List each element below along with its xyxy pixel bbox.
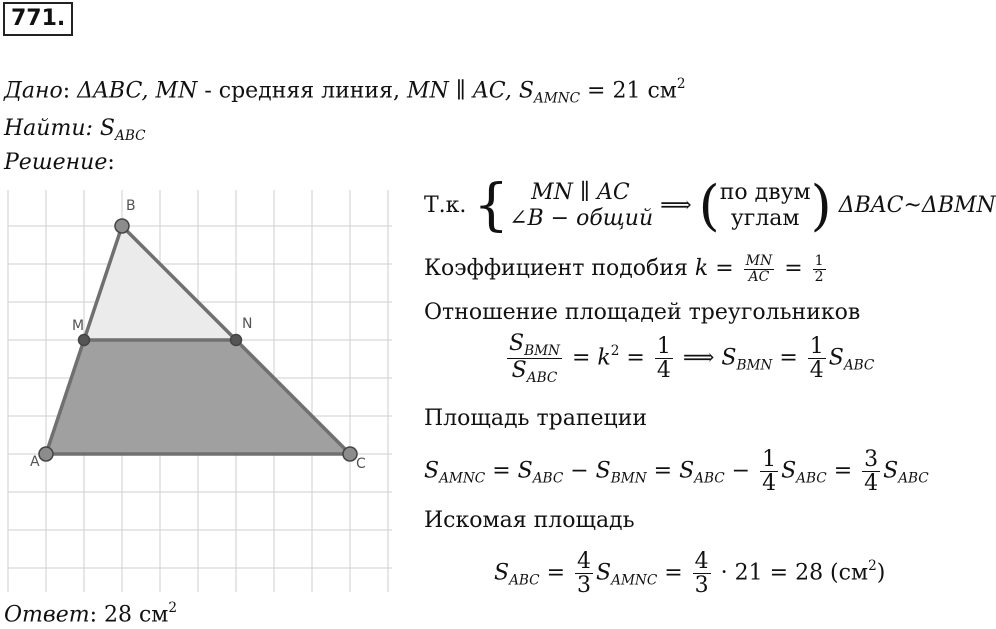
trap-fraction-2 bbox=[862, 448, 880, 495]
left-paren: ( bbox=[698, 174, 720, 237]
point-n bbox=[231, 335, 242, 346]
point-b bbox=[115, 219, 129, 233]
answer-value: : 28 см bbox=[89, 602, 169, 628]
quarter-den: 4 bbox=[656, 358, 671, 384]
solution-label: Решение: bbox=[4, 150, 115, 175]
res-eq2: = bbox=[657, 560, 690, 586]
ratio-num-sub: BMN bbox=[524, 342, 560, 359]
ratio-s-abc-sub: ABC bbox=[843, 357, 875, 374]
trap-minus1: − bbox=[563, 458, 596, 484]
conditions-stack bbox=[509, 180, 653, 233]
res-f1-den: 3 bbox=[577, 573, 592, 599]
find-sub: ABC bbox=[115, 127, 146, 144]
trap-s6: S bbox=[883, 458, 899, 484]
problem-number: 771. bbox=[3, 2, 73, 36]
trap-s3-sub: BMN bbox=[610, 470, 647, 487]
cond-parallel: MN ∥ AC bbox=[531, 179, 630, 205]
res-s2: S bbox=[596, 560, 612, 586]
half-den: 2 bbox=[814, 268, 824, 285]
res-s2-sub: AMNC bbox=[611, 572, 658, 589]
trap-s1-sub: AMNC bbox=[439, 470, 486, 487]
find-label: Найти: bbox=[4, 116, 93, 141]
fraction-mn-ac bbox=[744, 254, 775, 284]
point-m bbox=[79, 335, 90, 346]
res-tail-sup: 2 bbox=[868, 558, 877, 575]
res-eq1: = bbox=[539, 560, 573, 586]
given-area-sup: 2 bbox=[676, 76, 686, 92]
coef-eq: = bbox=[715, 256, 734, 282]
fraction-sbmn-sabc bbox=[507, 332, 562, 385]
trap-s5-sub: ABC bbox=[796, 470, 827, 487]
res-tail: · 21 = 28 (см bbox=[713, 560, 869, 586]
coef-eq2: = bbox=[784, 256, 803, 282]
trap-f1-num: 1 bbox=[762, 447, 777, 472]
triangle-figure bbox=[0, 182, 400, 602]
fraction-quarter bbox=[655, 335, 673, 382]
given-area-value: = 21 см bbox=[580, 78, 677, 104]
trap-f2-num: 3 bbox=[864, 447, 879, 472]
ratio-eq: = bbox=[619, 345, 652, 371]
ratio-eq-k: = k bbox=[564, 345, 611, 371]
reason-stack bbox=[720, 180, 811, 233]
ratio-s-bmn: S bbox=[721, 345, 737, 371]
step-similarity bbox=[424, 173, 996, 238]
find-line bbox=[4, 116, 146, 144]
point-a bbox=[39, 447, 53, 461]
res-f2-num: 4 bbox=[694, 549, 709, 574]
ratio-arrow: ⟹ bbox=[675, 345, 722, 371]
implies-arrow: ⟹ bbox=[660, 193, 692, 218]
trap-f1-den: 4 bbox=[762, 471, 777, 497]
res-fraction-2 bbox=[693, 550, 711, 597]
ratio-s-abc: S bbox=[828, 345, 844, 371]
ratio-s-bmn-sub: BMN bbox=[736, 357, 773, 374]
trap-eq1: = bbox=[485, 458, 518, 484]
trap-s4: S bbox=[679, 458, 695, 484]
given-triangle: ΔABC, MN bbox=[77, 78, 198, 104]
coef-k: k bbox=[694, 256, 709, 282]
trap-fraction-1 bbox=[760, 448, 778, 495]
trap-s3: S bbox=[595, 458, 611, 484]
trap-minus2: − bbox=[724, 458, 758, 484]
trap-s5: S bbox=[781, 458, 797, 484]
trap-s2: S bbox=[517, 458, 533, 484]
left-brace: { bbox=[473, 173, 510, 238]
trap-eq3: = bbox=[826, 458, 860, 484]
trap-s6-sub: ABC bbox=[898, 470, 929, 487]
right-paren: ) bbox=[810, 174, 832, 237]
answer-line bbox=[4, 600, 177, 628]
trap-eq2: = bbox=[646, 458, 680, 484]
given-midline-text: - средняя линия, bbox=[197, 78, 407, 104]
res-f2-den: 3 bbox=[694, 573, 709, 599]
trap-s4-sub: ABC bbox=[694, 470, 725, 487]
point-label-a: A bbox=[30, 454, 40, 470]
res-s1-sub: ABC bbox=[509, 572, 540, 589]
step-trapezoid-text: Площадь трапеции bbox=[424, 406, 648, 431]
answer-sup: 2 bbox=[168, 600, 178, 616]
point-label-m: M bbox=[72, 318, 85, 334]
given-parallel: MN ∥ AC, S bbox=[406, 78, 534, 104]
trap-s1: S bbox=[424, 458, 440, 484]
similarity-statement: ΔBAC~ΔBMN bbox=[838, 193, 996, 218]
trapezoid-amnc-fill bbox=[46, 340, 350, 454]
ratio-den-sub: ABC bbox=[526, 369, 558, 386]
ratio-eq2: = bbox=[772, 345, 805, 371]
trap-f2-den: 4 bbox=[864, 471, 879, 497]
step-coefficient bbox=[424, 254, 829, 284]
fraction-half bbox=[813, 254, 826, 284]
half-num: 1 bbox=[814, 253, 824, 269]
quarter-num: 1 bbox=[656, 333, 671, 359]
res-fraction-1 bbox=[575, 550, 593, 597]
res-f1-num: 4 bbox=[577, 549, 592, 574]
point-label-c: C bbox=[356, 456, 366, 472]
cond-angle: ∠B − общий bbox=[509, 206, 654, 231]
ratio-num-s: S bbox=[509, 331, 525, 356]
step-result bbox=[494, 550, 885, 597]
given-line: Дано: ΔABC, MN - средняя линия, MN ∥ AC, $S_{AMNC} = 21$ $см^2$ bbox=[4, 76, 686, 107]
reason-bottom: углам bbox=[730, 206, 800, 231]
point-label-b: B bbox=[126, 198, 136, 214]
step-area-ratio-text: Отношение площадей треугольников bbox=[424, 300, 861, 325]
fraction-quarter-2 bbox=[808, 335, 826, 382]
quarter2-den: 4 bbox=[809, 358, 824, 384]
frac-ac: AC bbox=[748, 268, 770, 285]
res-tail-end: ) bbox=[876, 560, 886, 586]
quarter2-num: 1 bbox=[809, 333, 824, 359]
given-area-sub: AMNC bbox=[533, 90, 581, 107]
given-label: Дано bbox=[4, 78, 63, 104]
frac-mn: MN bbox=[745, 253, 773, 269]
step-trapezoid-area bbox=[424, 448, 929, 495]
point-c bbox=[343, 447, 357, 461]
trap-s2-sub: ABC bbox=[532, 470, 564, 487]
step-result-text: Искомая площадь bbox=[424, 508, 635, 533]
coef-text: Коэффициент подобия bbox=[424, 256, 695, 282]
res-s1: S bbox=[494, 560, 510, 586]
find-s: S bbox=[99, 116, 115, 141]
point-label-n: N bbox=[242, 316, 253, 332]
step-area-ratio bbox=[504, 332, 874, 385]
reason-top: по двум bbox=[719, 179, 811, 205]
step1-prefix: Т.к. bbox=[424, 193, 467, 218]
ratio-k-sup: 2 bbox=[610, 343, 620, 360]
answer-label: Ответ bbox=[4, 602, 90, 628]
ratio-den-s: S bbox=[511, 358, 527, 384]
